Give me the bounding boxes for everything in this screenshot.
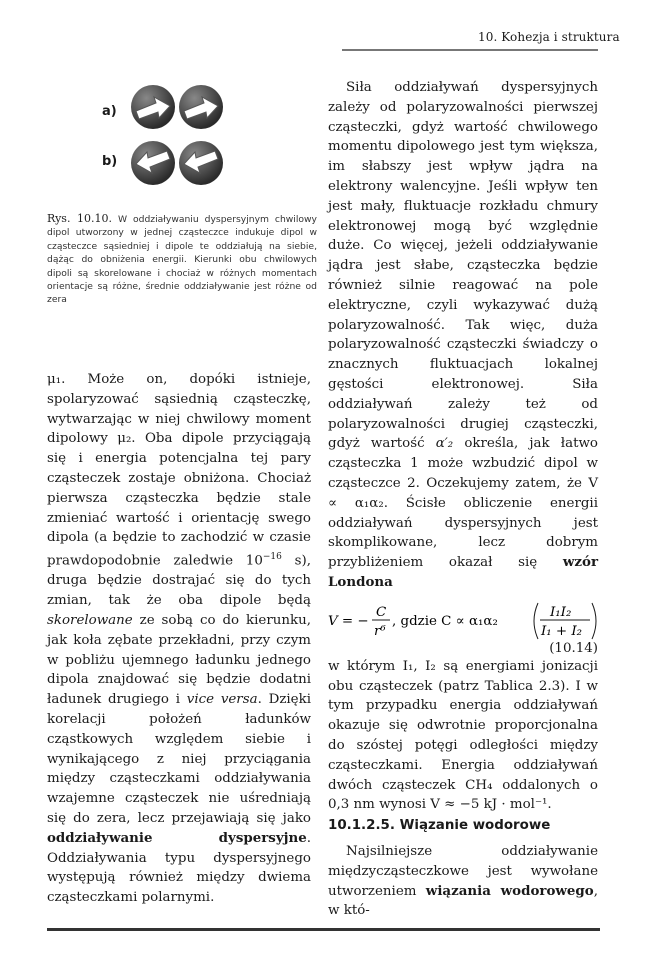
section-body — [328, 842, 598, 921]
left-paragraph — [47, 370, 311, 908]
left-emphasis-1: skorelowane — [47, 613, 133, 629]
formula-lhs: V = − — [328, 613, 369, 629]
right-text-2: określa, jak łatwo cząsteczka 1 może wzbudzić dipol w cząsteczce 2. Oczekujemy zatem, że V ∝ α₁α₂. Ścisłe obliczenie energii oddziaływań dyspersyjnych jest skomplikowane, lecz dobrym przybliżeniem okazał się — [328, 436, 598, 571]
left-column — [47, 370, 311, 908]
right-text-1: Siła oddziaływań dyspersyjnych zależy od polaryzowalności pierwszej cząsteczki, gdyż wartość chwilowego momentu dipolowego jest tym większa, im słabszy jest wpływ jądra na elektrony walencyjne. Jeśli wpływ ten jest mały, fluktuacje rozkładu chmury elektronowej mogą być względnie duże. Co więcej, jeżeli oddziaływanie jądra jest słabe, cząsteczka będzie również silnie reagować na pole elektryczne, czyli wykazywać dużą polaryzowalność. Tak więc, duża polaryzowalność cząsteczki świadczy o znacznych fluktuacjach lokalnej gęstości elektronowej. Siła oddziaływań zależy też od polaryzowalności drugiej cząsteczki, gdyż wartość — [328, 80, 598, 452]
figure-caption — [47, 212, 317, 307]
atom-a-right-icon — [178, 84, 224, 130]
running-header: 10. Kohezja i struktura — [478, 30, 620, 44]
section-bold-term: wiązania wodorowego — [425, 882, 594, 899]
left-text-1: μ₁. Może on, dopóki istnieje, spolaryzować sąsiednią cząsteczkę, wytwarzając w niej chwilowy moment dipolowy μ₂. Oba dipole przyciągają się i energia potencjalna tej pary cząsteczek zostaje obniżona. Chociaż pierwsza cząsteczka będzie stale zmieniać wartość i orientację swego dipola (a będzie to zachodzić w czasie prawdopodobnie zaledwie 10 — [47, 372, 311, 569]
left-bold-term: oddziaływanie dyspersyjne — [47, 829, 307, 846]
equation-number: (10.14) — [549, 640, 598, 656]
section-heading: 10.1.2.5. Wiązanie wodorowe — [328, 818, 551, 833]
right-bold-term: wzór Londona — [328, 554, 598, 590]
atom-b-left-icon — [130, 140, 176, 186]
formula-denominator: r⁶ — [374, 623, 386, 639]
left-text-2: s), druga będzie dostrajać się do tych zmian, tak że oba dipole będą — [47, 553, 312, 609]
left-text-5: . Oddziaływania typu dyspersyjnego występują również między dwiema cząsteczkami polarnymi. — [47, 830, 311, 906]
formula-denominator-2: I₁ + I₂ — [541, 623, 583, 639]
alpha-symbol: α′₂ — [435, 436, 454, 452]
left-text-4: . Dzięki korelacji położeń ładunków cząstkowych względem siebie i wynikającego z niej przyciągania między cząsteczkami oddziaływania wzajemne cząsteczek nie uśredniają się do zera, lecz przejawiają się jako — [47, 692, 311, 826]
caption-label: Rys. 10.10. — [47, 212, 112, 225]
atom-a-left-icon — [130, 84, 176, 130]
figure-label-b: b) — [102, 154, 118, 169]
right-paragraph-1 — [328, 78, 598, 593]
section-text-1: Najsilniejsze oddziaływanie międzycząsteczkowe jest wywołane utworzeniem — [328, 844, 598, 899]
london-formula — [328, 599, 598, 657]
formula-numerator-2: I₁I₂ — [550, 604, 572, 620]
bottom-rule — [47, 928, 600, 931]
caption-text: W oddziaływaniu dyspersyjnym chwilowy dipol utworzony w jednej cząsteczce indukuje dipol w cząsteczce sąsiedniej i dipole te oddziałują na siebie, dążąc do obniżenia energii. Kierunki obu chwilowych dipoli są skorelowane i chociaż w różnych momentach orientacje są różne, średnie oddziaływanie jest różne od zera — [47, 214, 317, 306]
atom-b-right-icon — [178, 140, 224, 186]
right-column — [328, 78, 598, 815]
left-exponent: −16 — [262, 552, 282, 563]
left-emphasis-2: vice versa — [186, 692, 258, 708]
formula-numerator: C — [376, 604, 387, 620]
figure-10-10 — [44, 82, 314, 202]
header-rule — [342, 49, 598, 51]
figure-label-a: a) — [102, 104, 117, 119]
formula-middle: , gdzie C ∝ α₁α₂ — [392, 613, 498, 629]
section-text-2: , w któ- — [328, 883, 598, 919]
right-paragraph-2: w którym I₁, I₂ są energiami jonizacji obu cząsteczek (patrz Tablica 2.3). I w tym przypadku energia oddziaływań okazuje się odwrotnie proporcjonalna do szóstej potęgi odległości między cząsteczkami. Energia oddziaływań dwóch cząsteczek CH₄ oddalonych o 0,3 nm wynosi V ≈ −5 kJ · mol⁻¹. — [328, 658, 598, 813]
left-text-3: ze sobą co do kierunku, jak koła zębate przekładni, przy czym w pobliżu ujemnego ładunku jednego dipola znajdować się będzie dodatni ładunek drugiego i — [47, 613, 311, 708]
